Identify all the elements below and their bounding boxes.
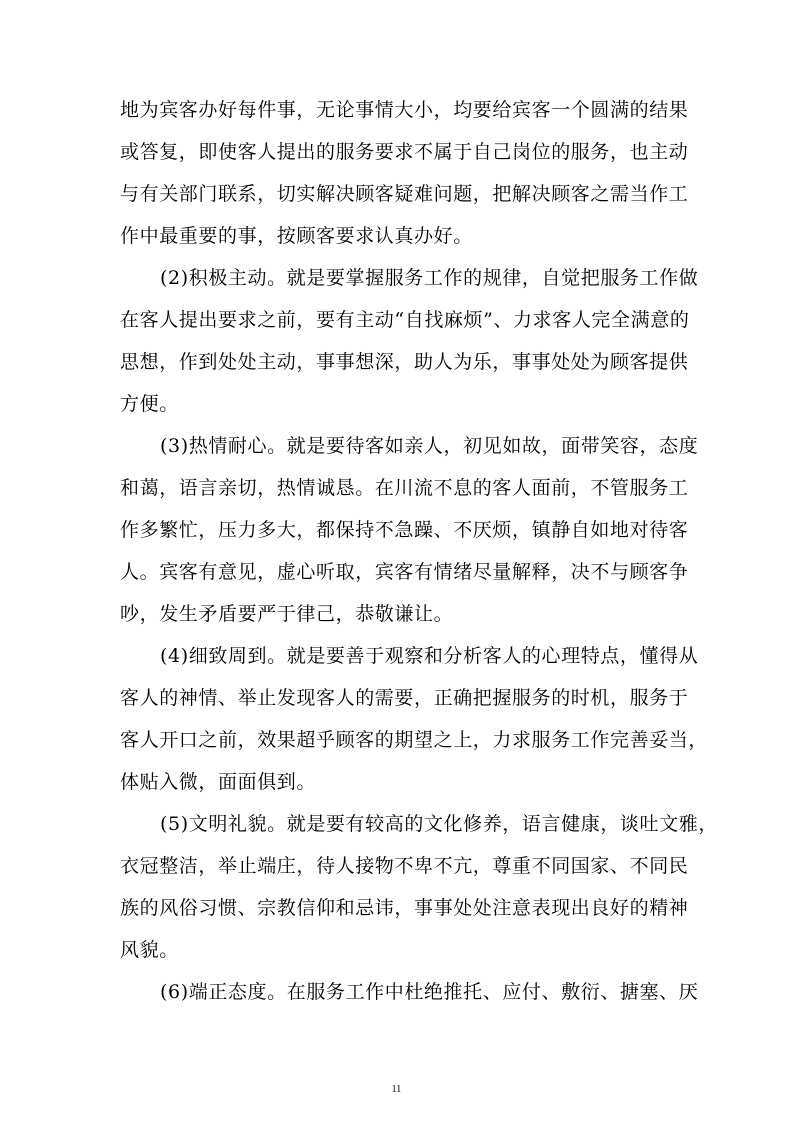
paragraph-start-line: (6)端正态度。在服务工作中杜绝推托、应付、敷衍、搪塞、厌 (160, 981, 699, 1003)
paragraph-start-line: (4)细致周到。就是要善于观察和分析客人的心理特点，懂得从 (160, 645, 699, 667)
text-line: 地为宾客办好每件事，无论事情大小，均要给宾客一个圆满的结果 (120, 99, 689, 121)
text-line: 风貌。 (120, 939, 179, 961)
text-line: 客人的神情、举止发现客人的需要，正确把握服务的时机，服务于 (120, 687, 689, 709)
text-line: 作多繁忙，压力多大，都保持不急躁、不厌烦，镇静自如地对待客 (120, 519, 689, 541)
page-number: 11 (391, 1084, 402, 1095)
text-line: 或答复，即使客人提出的服务要求不属于自己岗位的服务，也主动 (120, 141, 689, 163)
text-line: 族的风俗习惯、宗教信仰和忌讳，事事处处注意表现出良好的精神 (120, 897, 689, 919)
text-line: 衣冠整洁，举止端庄，待人接物不卑不亢，尊重不同国家、不同民 (120, 855, 689, 877)
text-line: 与有关部门联系，切实解决顾客疑难问题，把解决顾客之需当作工 (120, 183, 689, 205)
text-line: 方便。 (120, 393, 179, 415)
text-line: 体贴入微，面面俱到。 (120, 771, 317, 793)
text-line: 和蔼，语言亲切，热情诚恳。在川流不息的客人面前，不管服务工 (120, 477, 689, 499)
text-line: 思想，作到处处主动，事事想深，助人为乐，事事处处为顾客提供 (120, 351, 689, 373)
paragraph-start-line: (5)文明礼貌。就是要有较高的文化修养，语言健康，谈吐文雅， (160, 813, 718, 835)
text-line: 客人开口之前，效果超乎顾客的期望之上，力求服务工作完善妥当， (120, 729, 709, 751)
text-line: 在客人提出要求之前，要有主动“自找麻烦”、力求客人完全满意的 (120, 309, 690, 331)
paragraph-start-line: (3)热情耐心。就是要待客如亲人，初见如故，面带笑容，态度 (160, 435, 699, 457)
text-line: 吵，发生矛盾要严于律己，恭敬谦让。 (120, 603, 454, 625)
text-line: 人。宾客有意见，虚心听取，宾客有情绪尽量解释，决不与顾客争 (120, 561, 689, 583)
paragraph-start-line: (2)积极主动。就是要掌握服务工作的规律，自觉把服务工作做 (160, 267, 699, 289)
body-text (120, 89, 718, 1013)
text-line: 作中最重要的事，按顾客要求认真办好。 (120, 225, 473, 247)
